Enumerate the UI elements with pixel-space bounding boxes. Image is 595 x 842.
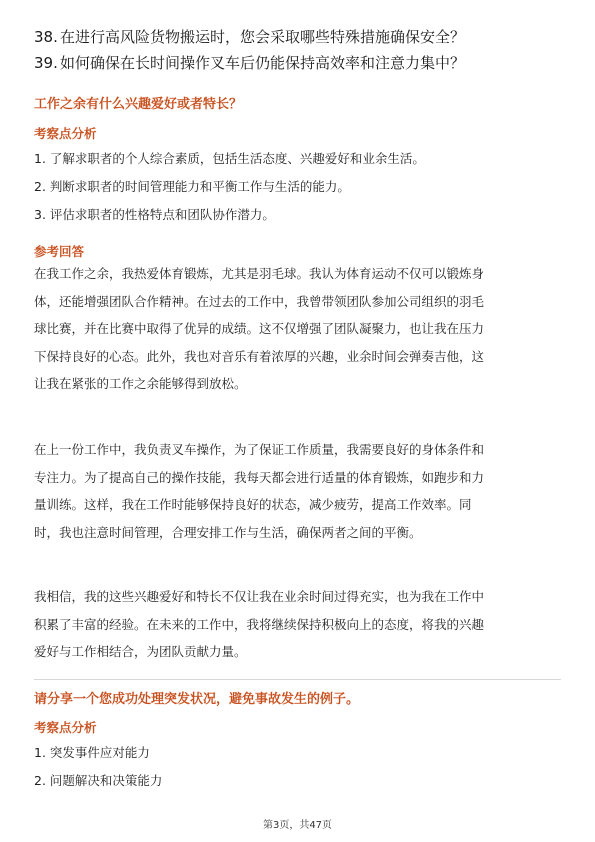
section-title: 请分享一个您成功处理突发状况，避免事故发生的例子。 [34, 692, 360, 707]
section-title: 工作之余有什么兴趣爱好或者特长？ [34, 97, 243, 112]
question-text: 在进行高风险货物搬运时，您会采取哪些特殊措施确保安全？ [60, 28, 466, 46]
paragraph-line: 在上一份工作中，我负责叉车操作，为了保证工作质量，我需要良好的身体条件和 [34, 442, 485, 457]
paragraph-line: 爱好与工作相结合，为团队贡献力量。 [34, 644, 247, 659]
section-divider [34, 679, 561, 680]
answer-paragraph [34, 260, 562, 398]
paragraph-line: 在我工作之余，我热爱体育锻炼，尤其是羽毛球。我认为体育运动不仅可以锻炼身 [34, 266, 485, 281]
question-text: 如何确保在长时间操作叉车后仍能保持高效率和注意力集中？ [60, 54, 466, 72]
answer-heading: 参考回答 [34, 244, 85, 259]
analysis-list [34, 739, 564, 795]
paragraph-line: 专注力。为了提高自己的操作技能，我每天都会进行适量的体育锻炼，如跑步和力 [34, 469, 485, 485]
question-item [34, 50, 574, 76]
paragraph-line: 让我在紧张的工作之余能够得到放松。 [34, 376, 247, 391]
paragraph-line: 体，还能增强团队合作精神。在过去的工作中，我曾带领团队参加公司组织的羽毛 [34, 293, 485, 309]
question-number: 39. [34, 54, 58, 72]
analysis-heading: 考察点分析 [34, 720, 97, 735]
list-item: 1. 了解求职者的个人综合素质，包括生活态度、兴趣爱好和业余生活。 [34, 151, 425, 166]
paragraph-line: 量训练。这样，我在工作时能够保持良好的状态，减少疲劳，提高工作效率。同 [34, 497, 472, 512]
answer-paragraph [34, 436, 562, 546]
paragraph-line: 下保持良好的心态。此外，我也对音乐有着浓厚的兴趣，业余时间会弹奏吉他，这 [34, 348, 485, 364]
paragraph-line: 球比赛，并在比赛中取得了优异的成绩。这不仅增强了团队凝聚力，也让我在压力 [34, 321, 485, 336]
paragraph-line: 时，我也注意时间管理，合理安排工作与生活，确保两者之间的平衡。 [34, 524, 422, 540]
analysis-heading: 考察点分析 [34, 126, 97, 141]
paragraph-line: 我相信，我的这些兴趣爱好和特长不仅让我在业余时间过得充实，也为我在工作中 [34, 589, 485, 604]
analysis-list [34, 145, 564, 229]
question-list [34, 24, 574, 76]
list-item: 1. 突发事件应对能力 [34, 745, 150, 760]
question-item [34, 24, 574, 50]
question-number: 38. [34, 28, 58, 46]
paragraph-line: 积累了丰富的经验。在未来的工作中，我将继续保持积极向上的态度，将我的兴趣 [34, 616, 485, 632]
answer-paragraph [34, 583, 562, 666]
list-item: 2. 问题解决和决策能力 [34, 773, 163, 788]
list-item: 2. 判断求职者的时间管理能力和平衡工作与生活的能力。 [34, 179, 350, 194]
page-footer: 第3页，共47页 [262, 820, 333, 831]
list-item: 3. 评估求职者的性格特点和团队协作潜力。 [34, 207, 275, 222]
